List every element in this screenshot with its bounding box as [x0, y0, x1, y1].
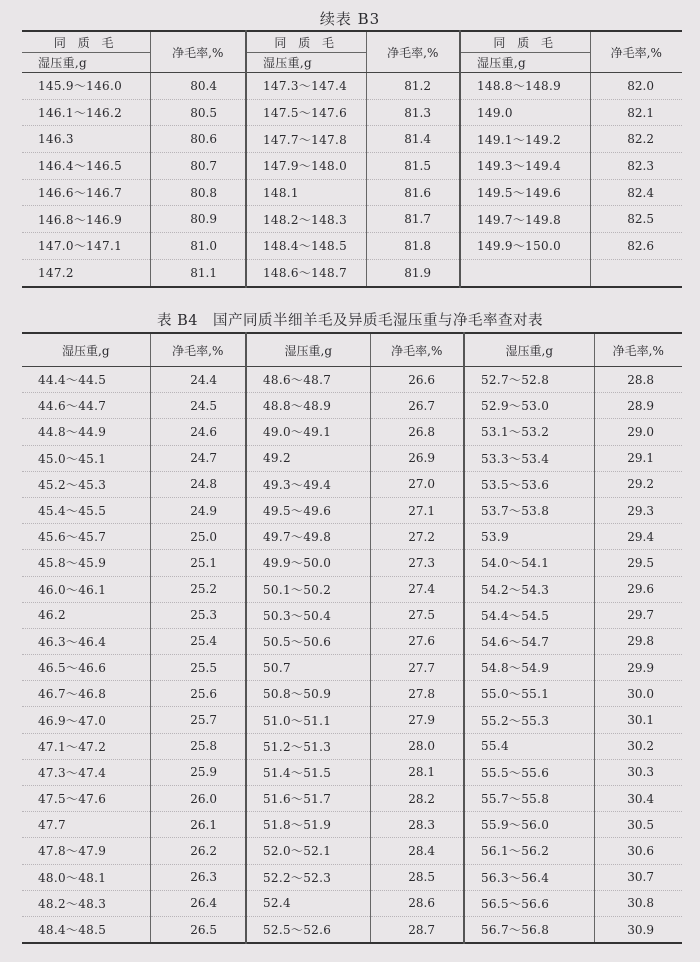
rate-cell: 30.3	[594, 759, 682, 785]
weight-cell: 55.4	[464, 733, 594, 759]
weight-cell: 51.4～51.5	[246, 759, 370, 785]
weight-cell: 51.8～51.9	[246, 812, 370, 838]
weight-cell: 146.3	[22, 126, 150, 153]
table-row	[22, 628, 682, 654]
table-row	[22, 367, 682, 393]
table-row	[22, 550, 682, 576]
weight-cell: 147.7～147.8	[246, 126, 366, 153]
rate-cell: 27.7	[370, 655, 464, 681]
rate-cell: 26.5	[150, 916, 246, 943]
rate-cell: 80.8	[150, 179, 246, 206]
weight-cell: 47.8～47.9	[22, 838, 150, 864]
weight-cell: 51.6～51.7	[246, 786, 370, 812]
rate-cell: 24.9	[150, 497, 246, 523]
rate-cell: 29.4	[594, 524, 682, 550]
rate-cell: 81.7	[366, 206, 460, 233]
weight-cell: 49.0～49.1	[246, 419, 370, 445]
rate-cell: 29.5	[594, 550, 682, 576]
rate-cell: 80.5	[150, 99, 246, 126]
table-row	[22, 153, 682, 180]
weight-cell: 149.0	[460, 99, 590, 126]
weight-cell: 52.7～52.8	[464, 367, 594, 393]
group-label-cell: 同 质 毛	[460, 31, 590, 53]
weight-header-cell: 湿压重,g	[464, 333, 594, 367]
weight-cell: 50.8～50.9	[246, 681, 370, 707]
weight-cell: 50.3～50.4	[246, 602, 370, 628]
weight-cell: 48.4～48.5	[22, 916, 150, 943]
weight-cell: 53.7～53.8	[464, 497, 594, 523]
weight-cell: 54.8～54.9	[464, 655, 594, 681]
weight-cell: 52.5～52.6	[246, 916, 370, 943]
rate-cell: 25.3	[150, 602, 246, 628]
weight-cell: 48.2～48.3	[22, 890, 150, 916]
weight-cell: 49.5～49.6	[246, 497, 370, 523]
rate-cell: 29.6	[594, 576, 682, 602]
table-row	[22, 786, 682, 812]
rate-cell: 26.9	[370, 445, 464, 471]
rate-cell: 28.7	[370, 916, 464, 943]
weight-cell: 146.6～146.7	[22, 179, 150, 206]
rate-cell: 24.4	[150, 367, 246, 393]
weight-cell: 147.5～147.6	[246, 99, 366, 126]
weight-cell: 54.0～54.1	[464, 550, 594, 576]
rate-cell: 30.1	[594, 707, 682, 733]
rate-cell: 25.0	[150, 524, 246, 550]
table-row	[22, 733, 682, 759]
rate-cell: 29.0	[594, 419, 682, 445]
rate-cell: 81.2	[366, 73, 460, 100]
rate-cell: 81.3	[366, 99, 460, 126]
rate-cell: 27.1	[370, 497, 464, 523]
weight-header-cell: 湿压重,g	[460, 53, 590, 73]
table-row	[22, 890, 682, 916]
header-row	[22, 53, 682, 73]
rate-cell: 81.4	[366, 126, 460, 153]
group-label-cell: 同 质 毛	[22, 31, 150, 53]
table-row	[22, 73, 682, 100]
weight-cell: 147.3～147.4	[246, 73, 366, 100]
weight-cell: 52.9～53.0	[464, 393, 594, 419]
weight-cell: 53.1～53.2	[464, 419, 594, 445]
rate-cell: 24.5	[150, 393, 246, 419]
rate-cell: 80.6	[150, 126, 246, 153]
rate-cell: 26.6	[370, 367, 464, 393]
rate-cell: 24.7	[150, 445, 246, 471]
rate-cell: 28.4	[370, 838, 464, 864]
group-label-cell: 同 质 毛	[246, 31, 366, 53]
weight-cell: 47.7	[22, 812, 150, 838]
weight-header-cell: 湿压重,g	[22, 53, 150, 73]
weight-cell: 47.5～47.6	[22, 786, 150, 812]
weight-cell: 148.1	[246, 179, 366, 206]
table-row	[22, 655, 682, 681]
rate-cell: 80.4	[150, 73, 246, 100]
weight-cell: 46.7～46.8	[22, 681, 150, 707]
weight-cell: 46.2	[22, 602, 150, 628]
table-row	[22, 602, 682, 628]
rate-cell: 28.5	[370, 864, 464, 890]
weight-cell: 146.4～146.5	[22, 153, 150, 180]
rate-cell: 26.3	[150, 864, 246, 890]
weight-cell: 55.0～55.1	[464, 681, 594, 707]
weight-cell: 149.7～149.8	[460, 206, 590, 233]
rate-cell: 80.9	[150, 206, 246, 233]
rate-cell: 28.8	[594, 367, 682, 393]
weight-cell: 50.1～50.2	[246, 576, 370, 602]
weight-cell: 48.0～48.1	[22, 864, 150, 890]
rate-cell: 30.0	[594, 681, 682, 707]
weight-cell: 49.3～49.4	[246, 471, 370, 497]
weight-cell: 49.2	[246, 445, 370, 471]
weight-cell: 52.2～52.3	[246, 864, 370, 890]
weight-cell: 149.1～149.2	[460, 126, 590, 153]
rate-cell	[590, 259, 682, 286]
rate-cell: 82.5	[590, 206, 682, 233]
rate-cell: 82.0	[590, 73, 682, 100]
rate-cell: 81.6	[366, 179, 460, 206]
rate-cell: 27.0	[370, 471, 464, 497]
rate-cell: 82.4	[590, 179, 682, 206]
table-row	[22, 497, 682, 523]
rate-cell: 28.0	[370, 733, 464, 759]
weight-cell: 44.8～44.9	[22, 419, 150, 445]
weight-cell: 49.7～49.8	[246, 524, 370, 550]
table-row	[22, 707, 682, 733]
weight-cell: 49.9～50.0	[246, 550, 370, 576]
weight-cell: 56.1～56.2	[464, 838, 594, 864]
weight-cell: 50.5～50.6	[246, 628, 370, 654]
table-row	[22, 419, 682, 445]
weight-cell: 47.1～47.2	[22, 733, 150, 759]
table-b4	[22, 332, 682, 944]
rate-header-cell: 净毛率,%	[150, 333, 246, 367]
rate-cell: 25.5	[150, 655, 246, 681]
rate-cell: 24.6	[150, 419, 246, 445]
rate-cell: 80.7	[150, 153, 246, 180]
rate-cell: 25.9	[150, 759, 246, 785]
weight-cell: 44.4～44.5	[22, 367, 150, 393]
rate-cell: 29.2	[594, 471, 682, 497]
rate-cell: 27.9	[370, 707, 464, 733]
weight-cell: 149.3～149.4	[460, 153, 590, 180]
table-row	[22, 759, 682, 785]
table-row	[22, 126, 682, 153]
weight-cell: 46.0～46.1	[22, 576, 150, 602]
weight-cell: 149.9～150.0	[460, 233, 590, 260]
rate-cell: 25.2	[150, 576, 246, 602]
rate-cell: 28.1	[370, 759, 464, 785]
rate-cell: 27.4	[370, 576, 464, 602]
rate-cell: 81.9	[366, 259, 460, 286]
table-row	[22, 393, 682, 419]
rate-cell: 25.7	[150, 707, 246, 733]
rate-cell: 26.2	[150, 838, 246, 864]
rate-cell: 28.3	[370, 812, 464, 838]
table-row	[22, 681, 682, 707]
weight-cell: 147.2	[22, 259, 150, 286]
header-row	[22, 333, 682, 367]
rate-header-cell: 净毛率,%	[370, 333, 464, 367]
weight-cell: 51.0～51.1	[246, 707, 370, 733]
weight-cell: 45.8～45.9	[22, 550, 150, 576]
table-row	[22, 916, 682, 943]
rate-cell: 26.0	[150, 786, 246, 812]
rate-cell: 27.5	[370, 602, 464, 628]
weight-cell: 45.0～45.1	[22, 445, 150, 471]
rate-cell: 29.7	[594, 602, 682, 628]
weight-cell: 48.8～48.9	[246, 393, 370, 419]
weight-cell: 148.2～148.3	[246, 206, 366, 233]
table-row	[22, 233, 682, 260]
rate-cell: 28.2	[370, 786, 464, 812]
table-row	[22, 206, 682, 233]
weight-cell: 48.6～48.7	[246, 367, 370, 393]
table-row	[22, 864, 682, 890]
table-row	[22, 445, 682, 471]
rate-header-cell: 净毛率,%	[590, 31, 682, 73]
weight-cell: 51.2～51.3	[246, 733, 370, 759]
weight-cell: 53.5～53.6	[464, 471, 594, 497]
rate-cell: 81.0	[150, 233, 246, 260]
table-row	[22, 838, 682, 864]
table-row	[22, 259, 682, 286]
rate-cell: 30.8	[594, 890, 682, 916]
rate-cell: 27.3	[370, 550, 464, 576]
rate-cell: 28.6	[370, 890, 464, 916]
weight-cell: 53.3～53.4	[464, 445, 594, 471]
rate-header-cell: 净毛率,%	[366, 31, 460, 73]
table-row	[22, 576, 682, 602]
weight-cell: 55.9～56.0	[464, 812, 594, 838]
rate-cell: 29.3	[594, 497, 682, 523]
rate-cell: 81.8	[366, 233, 460, 260]
rate-cell: 82.1	[590, 99, 682, 126]
weight-cell: 54.6～54.7	[464, 628, 594, 654]
rate-cell: 25.8	[150, 733, 246, 759]
rate-cell: 81.1	[150, 259, 246, 286]
weight-cell: 46.9～47.0	[22, 707, 150, 733]
weight-cell: 56.3～56.4	[464, 864, 594, 890]
rate-cell: 82.2	[590, 126, 682, 153]
rate-cell: 30.5	[594, 812, 682, 838]
rate-cell: 27.6	[370, 628, 464, 654]
weight-cell: 55.5～55.6	[464, 759, 594, 785]
weight-cell: 148.8～148.9	[460, 73, 590, 100]
table-row	[22, 524, 682, 550]
weight-cell: 45.6～45.7	[22, 524, 150, 550]
rate-cell: 27.8	[370, 681, 464, 707]
rate-cell: 30.6	[594, 838, 682, 864]
weight-cell: 148.4～148.5	[246, 233, 366, 260]
weight-cell: 52.0～52.1	[246, 838, 370, 864]
table-row	[22, 471, 682, 497]
rate-cell: 25.1	[150, 550, 246, 576]
rate-cell: 25.6	[150, 681, 246, 707]
weight-cell: 55.7～55.8	[464, 786, 594, 812]
weight-cell: 55.2～55.3	[464, 707, 594, 733]
rate-cell: 26.1	[150, 812, 246, 838]
rate-cell: 30.2	[594, 733, 682, 759]
weight-header-cell: 湿压重,g	[22, 333, 150, 367]
table-b4-title: 表 B4 国产同质半细羊毛及异质毛湿压重与净毛率查对表	[157, 313, 543, 329]
weight-cell: 56.5～56.6	[464, 890, 594, 916]
table-b3	[22, 30, 682, 288]
weight-cell: 44.6～44.7	[22, 393, 150, 419]
table-row	[22, 812, 682, 838]
rate-cell: 26.8	[370, 419, 464, 445]
weight-cell: 54.2～54.3	[464, 576, 594, 602]
weight-cell	[460, 259, 590, 286]
rate-cell: 29.1	[594, 445, 682, 471]
weight-cell: 56.7～56.8	[464, 916, 594, 943]
weight-cell: 45.2～45.3	[22, 471, 150, 497]
weight-cell: 52.4	[246, 890, 370, 916]
weight-cell: 146.1～146.2	[22, 99, 150, 126]
weight-cell: 149.5～149.6	[460, 179, 590, 206]
rate-cell: 82.6	[590, 233, 682, 260]
weight-header-cell: 湿压重,g	[246, 333, 370, 367]
weight-cell: 145.9～146.0	[22, 73, 150, 100]
header-row	[22, 31, 682, 53]
rate-cell: 30.9	[594, 916, 682, 943]
rate-cell: 24.8	[150, 471, 246, 497]
table-row	[22, 179, 682, 206]
rate-cell: 28.9	[594, 393, 682, 419]
weight-cell: 148.6～148.7	[246, 259, 366, 286]
weight-cell: 50.7	[246, 655, 370, 681]
table-row	[22, 99, 682, 126]
weight-cell: 147.9～148.0	[246, 153, 366, 180]
rate-cell: 26.7	[370, 393, 464, 419]
rate-cell: 29.9	[594, 655, 682, 681]
weight-cell: 46.5～46.6	[22, 655, 150, 681]
rate-cell: 81.5	[366, 153, 460, 180]
weight-cell: 53.9	[464, 524, 594, 550]
weight-cell: 47.3～47.4	[22, 759, 150, 785]
weight-cell: 54.4～54.5	[464, 602, 594, 628]
weight-header-cell: 湿压重,g	[246, 53, 366, 73]
weight-cell: 46.3～46.4	[22, 628, 150, 654]
table-b3-title: 续表 B3	[319, 10, 381, 28]
rate-cell: 29.8	[594, 628, 682, 654]
rate-header-cell: 净毛率,%	[594, 333, 682, 367]
rate-cell: 82.3	[590, 153, 682, 180]
rate-cell: 27.2	[370, 524, 464, 550]
rate-cell: 30.7	[594, 864, 682, 890]
rate-cell: 26.4	[150, 890, 246, 916]
weight-cell: 146.8～146.9	[22, 206, 150, 233]
weight-cell: 147.0～147.1	[22, 233, 150, 260]
rate-header-cell: 净毛率,%	[150, 31, 246, 73]
rate-cell: 25.4	[150, 628, 246, 654]
weight-cell: 45.4～45.5	[22, 497, 150, 523]
rate-cell: 30.4	[594, 786, 682, 812]
